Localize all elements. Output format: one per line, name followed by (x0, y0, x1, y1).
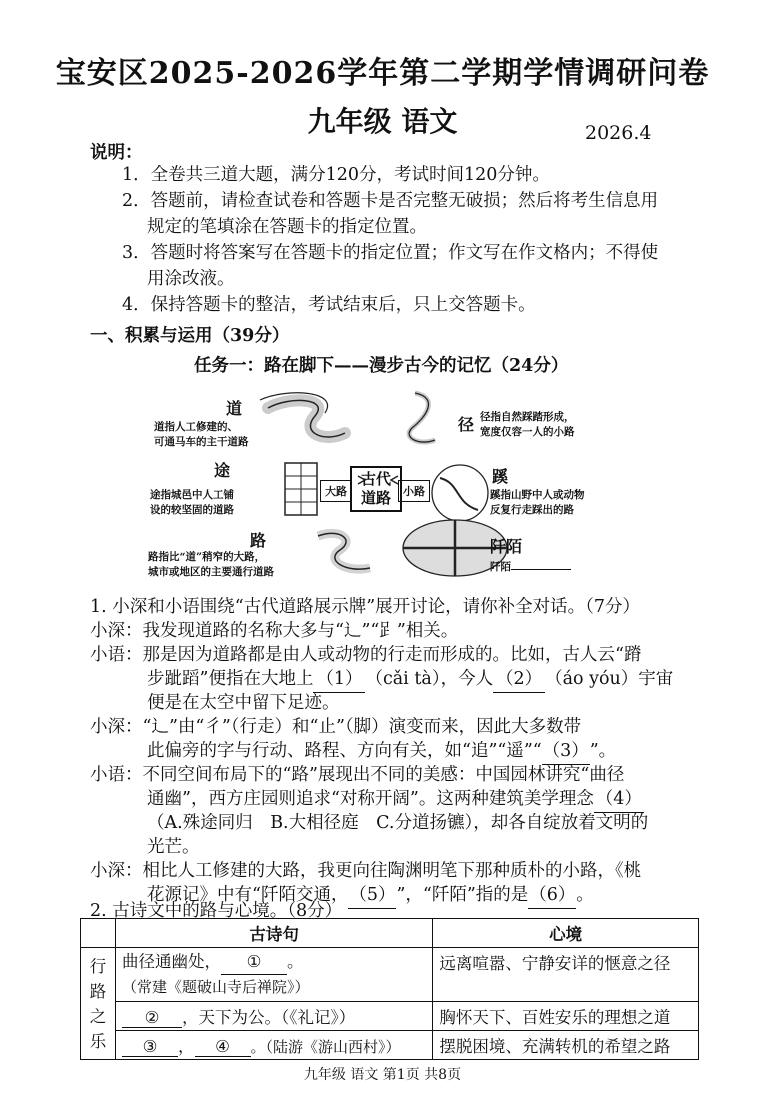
text: 。（陆游《游山西村》） (250, 1038, 401, 1056)
road-diagram (140, 388, 630, 588)
dialog-line: 小语：不同空间布局下的“路”展现出不同的美感：中国园林讲究“曲径 (90, 765, 625, 785)
dialog-line (147, 738, 616, 765)
text: 步跐蹈”便指在大地上 (147, 669, 314, 689)
row-label: 行路之乐 (81, 948, 116, 1060)
desc-line: 蹊指山野中人或动物 (490, 489, 585, 501)
desc-line: 径指自然踩踏形成， (480, 411, 575, 423)
desc-line: 宽度仅容一人的小路 (480, 426, 575, 438)
text: 花源记》中有“阡陌交通， (147, 885, 349, 905)
desc-line: 可通马车的主干道路 (154, 436, 249, 448)
verse-source: （常建《题破山寺后禅院》） (122, 978, 310, 996)
text: ”。 (589, 741, 617, 761)
dialog-line (147, 786, 644, 813)
instructions-label: 说明： (90, 143, 143, 163)
text: （áo yóu）宇宙 (545, 669, 674, 689)
exam-date: 2026.4 (585, 122, 652, 144)
q2-heading: 2. 古诗文中的路与心境。（8分） (90, 901, 343, 921)
exam-subtitle: 九年级 语文 (307, 105, 458, 138)
road-name-lu: 路 (250, 531, 267, 550)
road-name-xi: 蹊 (492, 467, 509, 486)
instruction-item: 4．保持答题卡的整洁，考试结束后，只上交答题卡。 (122, 295, 536, 315)
dialog-line: 小深：相比人工修建的大路，我更向往陶渊明笔下那种质朴的小路，《桃 (90, 861, 642, 881)
blank-verse-1[interactable]: ① (221, 950, 287, 975)
col-header-mood: 心境 (433, 919, 699, 948)
verse-line (122, 950, 426, 975)
dialog-line: 小深：“辶”由“彳”（行走）和“止”（脚）演变而来，因此大多数带 (90, 717, 582, 737)
blank-verse-3[interactable]: ③ (122, 1037, 178, 1057)
desc-line: 阡陌 (490, 561, 511, 573)
q1-heading: 1. 小深和小语围绕“古代道路展示牌”展开讨论，请你补全对话。（7分） (90, 597, 641, 617)
mood-cell: 胸怀天下、百姓安乐的理想之道 (433, 1002, 699, 1031)
road-desc-tu (150, 488, 234, 518)
instruction-item: 2．答题前，请检查试卷和答题卡是否完整无破损；然后将考生信息用 (122, 191, 659, 211)
mood-cell: 远离喧嚣、宁静安详的惬意之径 (433, 948, 699, 1002)
exam-title: 宝安区2025-2026学年第二学期学情调研问卷 (55, 56, 710, 91)
instruction-item: 3．答题时将答案写在答题卡的指定位置；作文写在作文格内；不得使 (122, 243, 659, 263)
desc-line: 路指比“道”稍窄的大路， (148, 551, 266, 563)
blank-4[interactable]: （4） (594, 786, 644, 813)
dialog-line: 小语：那是因为道路都是由人或动物的行走而形成的。比如，古人云“蹐 (90, 645, 642, 665)
dialog-line: 光芒。 (147, 837, 200, 857)
blank-6[interactable]: （6） (528, 882, 576, 909)
road-name-jing: 径 (458, 415, 475, 434)
road-desc-dao (154, 420, 249, 450)
text: 通幽”，西方庄园则追求“对称开阔”。这两种建筑美学理念 (147, 789, 594, 809)
road-desc-lu (148, 550, 274, 580)
desc-line: 设的较坚固的道路 (150, 504, 234, 516)
text: ， (178, 1037, 195, 1056)
blank-3[interactable]: （3） (542, 738, 590, 765)
text: （cǎi tà），今人 (365, 669, 494, 689)
road-name-tu: 途 (214, 461, 231, 480)
task-heading: 任务一：路在脚下——漫步古今的记忆（24分） (194, 356, 569, 376)
text: 。 (287, 952, 304, 971)
table-row (81, 948, 699, 1002)
poem-table (80, 918, 699, 1060)
center-box: 古代道路 (350, 466, 402, 512)
text: ，天下为公。（《礼记》） (182, 1008, 356, 1027)
desc-line: 途指城邑中人工铺 (150, 489, 234, 501)
desc-line: 城市或地区的主要通行道路 (148, 566, 274, 578)
blank-1[interactable]: （1） (313, 666, 365, 693)
dialog-line: （A.殊途同归 B.大相径庭 C.分道扬镳），却各自绽放着文明的 (147, 813, 649, 833)
section-heading: 一、积累与运用（39分） (90, 326, 290, 346)
page-footer: 九年级 语文 第1页 共8页 (303, 1067, 462, 1083)
road-desc-xi (490, 488, 585, 518)
desc-line: 反复行走踩出的路 (490, 504, 574, 516)
desc-line: 道指人工修建的、 (154, 421, 238, 433)
table-row (81, 1031, 699, 1060)
big-road-box: 大路 (320, 480, 352, 502)
text: 曲径通幽处， (122, 952, 221, 971)
blank-verse-2[interactable]: ② (122, 1008, 182, 1028)
text: 此偏旁的字与行动、路程、方向有关，如“追”“遥”“ (147, 741, 542, 761)
table-row (81, 1002, 699, 1031)
dialog-line: 便是在太空中留下足迹。 (147, 693, 340, 713)
text: ”，“阡陌”指的是 (396, 885, 529, 905)
instruction-item: 1．全卷共三道大题，满分120分，考试时间120分钟。 (122, 165, 550, 185)
road-desc-jing (480, 410, 575, 440)
small-road-box: 小路 (398, 480, 430, 502)
col-header-verse: 古诗句 (116, 919, 433, 948)
blank-verse-4[interactable]: ④ (195, 1037, 251, 1057)
dialog-line (147, 666, 673, 693)
mood-cell: 摆脱困境、充满转机的希望之路 (433, 1031, 699, 1060)
road-name-qianmo: 阡陌 (490, 537, 523, 556)
blank-2[interactable]: （2） (493, 666, 545, 693)
instruction-item: 用涂改液。 (147, 269, 235, 289)
instruction-item: 规定的笔填涂在答题卡的指定位置。 (147, 217, 427, 237)
road-name-dao: 道 (226, 399, 243, 418)
text: 。 (576, 885, 594, 905)
road-desc-qianmo (490, 560, 571, 575)
dialog-line: 小深：我发现道路的名称大多与“辶”“𧾷”相关。 (90, 621, 459, 641)
blank-5[interactable]: （5） (348, 882, 396, 909)
